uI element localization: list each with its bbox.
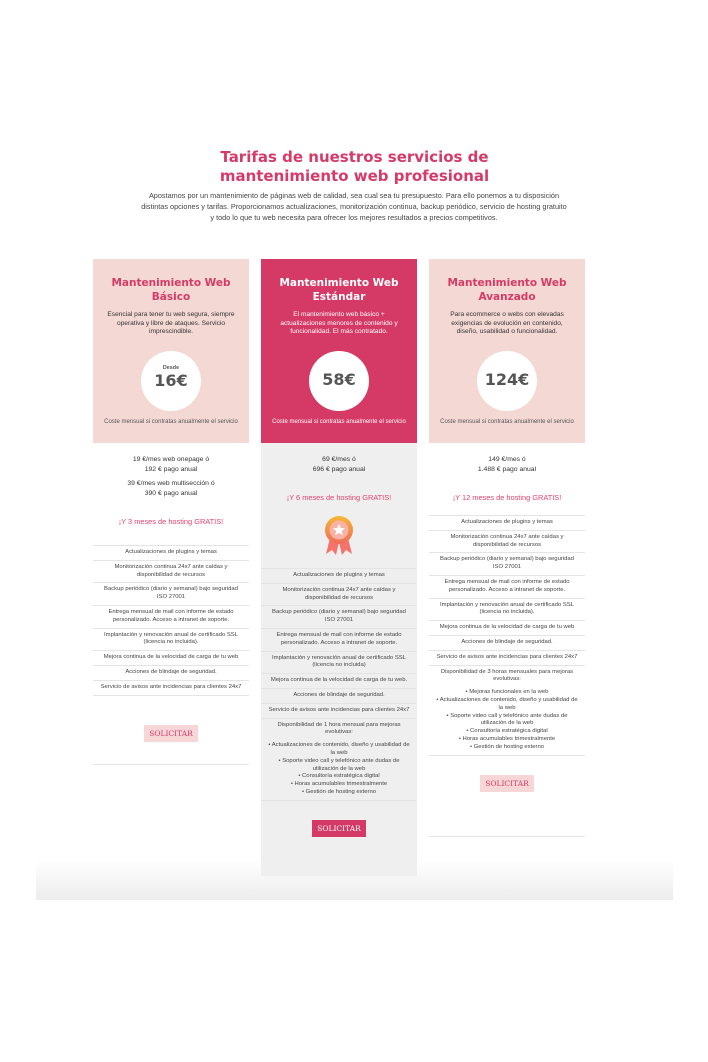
feature-item: Actualizaciones de plugins y temas xyxy=(429,515,585,530)
price-line: 390 € pago anual xyxy=(144,490,198,497)
price-value: 58€ xyxy=(322,370,356,389)
price-line: 696 € pago anual xyxy=(312,466,366,473)
evolutive-item: • Mejoras funcionales en la web xyxy=(465,689,549,696)
evolutive-item: • Consultoría estratégica digital xyxy=(466,728,548,735)
plan-description: Para ecommerce o webs con elevadas exigencias de evolución en contenido, diseño, usabilidad o funcionalidad. xyxy=(450,311,564,336)
hosting-offer: ¡Y 3 meses de hosting GRATIS! xyxy=(118,517,224,526)
plan-title xyxy=(267,276,411,304)
evolutive-item: • Gestión de hosting externo xyxy=(469,743,545,750)
price-line: 1.488 € pago anual xyxy=(477,466,537,473)
plan-body-basic xyxy=(93,455,249,742)
feature-item: Monitorización continua 24x7 ante caídas y disponibilidad de recursos xyxy=(429,530,585,553)
price-note: Coste mensual si contratas anualmente el servicio xyxy=(272,419,406,425)
feature-item: Servicio de avisos ante incidencias para clientes 24x7 xyxy=(93,680,249,695)
evolutive-item: • Gestión de hosting externo xyxy=(301,788,377,795)
award-ribbon-icon xyxy=(322,514,356,556)
plan-title-line-2: Estándar xyxy=(312,291,366,303)
hosting-offer: ¡Y 12 meses de hosting GRATIS! xyxy=(452,493,562,502)
feature-item: Implantación y renovación anual de certificado SSL (licencia no incluida). xyxy=(93,628,249,651)
feature-item-evolutive xyxy=(261,718,417,800)
solicitar-button[interactable]: SOLICITAR xyxy=(480,775,534,792)
feature-item: Mejora continua de la velocidad de carga de tu web. xyxy=(261,673,417,688)
price-line: 39 €/mes web multisección ó xyxy=(127,480,215,487)
plan-title-line-1: Mantenimiento Web xyxy=(111,277,231,289)
page-title-line-2: mantenimiento web profesional xyxy=(219,167,490,185)
feature-item: Implantación y renovación anual de certificado SSL (licencia no incluida) xyxy=(261,651,417,674)
feature-item: Backup periódico (diario y semanal) bajo seguridad ISO 27001 xyxy=(429,552,585,575)
price-details xyxy=(261,455,417,475)
feature-item: Servicio de avisos ante incidencias para clientes 24x7 xyxy=(429,650,585,665)
feature-item-evolutive xyxy=(429,665,585,755)
price-details xyxy=(429,455,585,475)
feature-item: Acciones de blindaje de seguridad. xyxy=(261,688,417,703)
plan-header-basic xyxy=(93,259,249,443)
button-wrap xyxy=(429,773,585,792)
page-title xyxy=(36,148,673,186)
plan-title xyxy=(99,276,243,304)
price-line: 69 €/mes ó xyxy=(322,456,356,463)
plan-body-advanced xyxy=(429,455,585,792)
feature-item: Actualizaciones de plugins y temas xyxy=(261,568,417,583)
feature-item: Entrega mensual de mail con informe de estado personalizado. Acceso a intranet de soporte. xyxy=(93,605,249,628)
solicitar-button[interactable]: SOLICITAR xyxy=(312,820,366,837)
price-line: 149 €/mes ó xyxy=(488,456,526,463)
button-wrap xyxy=(93,723,249,742)
feature-item-empty xyxy=(429,755,585,767)
feature-item: Monitorización continua 24x7 ante caídas y disponibilidad de recursos xyxy=(93,560,249,583)
evolutive-item: • Horas acumulables trimestralmente xyxy=(290,781,388,788)
evolutive-title: Disponibilidad de 1 hora mensual para mejoras evolutivas: xyxy=(277,721,401,736)
plan-title-line-2: Avanzado xyxy=(478,291,536,303)
feature-item: Backup periódico (diario y semanal) bajo seguridad ISO 27001 xyxy=(93,582,249,605)
plan-body-standard xyxy=(261,455,417,837)
plan-title xyxy=(435,276,579,304)
price-note: Coste mensual si contratas anualmente el servicio xyxy=(104,419,238,425)
solicitar-button[interactable]: SOLICITAR xyxy=(144,725,198,742)
button-wrap xyxy=(261,818,417,837)
plan-header-advanced xyxy=(429,259,585,443)
price-line: 192 € pago anual xyxy=(144,466,198,473)
price-value: 124€ xyxy=(484,370,530,389)
plan-card-advanced xyxy=(429,259,585,837)
feature-item-empty xyxy=(93,695,249,713)
plan-description: Esencial para tener tu web segura, siempre operativa y libre de ataques. Servicio imprescindible. xyxy=(107,311,235,336)
feature-list xyxy=(93,545,249,713)
page-title-line-1: Tarifas de nuestros servicios de xyxy=(220,148,489,166)
evolutive-item: • Soporte video call y telefónico ante dudas de utilización de la web xyxy=(278,757,400,772)
evolutive-item: • Horas acumulables trimestralmente xyxy=(458,735,556,742)
price-line: 19 €/mes web onepage ó xyxy=(132,456,210,463)
plan-description: El mantenimiento web básico + actualizaciones menores de contenido y funcionalidad. El más contratado. xyxy=(280,311,398,336)
plan-title-line-1: Mantenimiento Web xyxy=(279,277,399,289)
feature-item: Backup periódico (diario y semanal) bajo seguridad ISO 27001 xyxy=(261,605,417,628)
price-from-label: Desde xyxy=(162,365,180,371)
price-details xyxy=(93,455,249,499)
price-circle xyxy=(477,351,537,411)
evolutive-item: • Consultoría estratégica digital xyxy=(298,773,380,780)
price-note: Coste mensual si contratas anualmente el servicio xyxy=(440,419,574,425)
price-value: 16€ xyxy=(154,371,188,390)
evolutive-title: Disponibilidad de 3 horas mensuales para mejoras evolutivas: xyxy=(440,668,574,683)
plan-card-basic xyxy=(93,259,249,765)
price-circle xyxy=(309,351,369,411)
feature-item: Acciones de blindaje de seguridad. xyxy=(429,635,585,650)
price-circle xyxy=(141,351,201,411)
feature-item: Entrega mensual de mail con informe de estado personalizado. Acceso a intranet de soporte. xyxy=(261,628,417,651)
feature-item: Entrega mensual de mail con informe de estado personalizado. Acceso a intranet de soporte. xyxy=(429,575,585,598)
feature-item: Actualizaciones de plugins y temas xyxy=(93,545,249,560)
evolutive-item: • Actualizaciones de contenido, diseño y usabilidad de la web xyxy=(436,696,578,711)
intro-text: Apostamos por un mantenimiento de páginas web de calidad, sea cual sea tu presupuesto. Para ello ponemos a tu disposición distintas opciones y tarifas. Proporcionamos actualizaciones, monitorización continua, backup periódico, servicio de hosting gratuito y todo lo que tu web necesita para ofrecer los mejores resultados a precios competitivos. xyxy=(141,191,567,222)
feature-item: Servicio de avisos ante incidencias para clientes 24x7 xyxy=(261,703,417,718)
feature-item-empty xyxy=(261,800,417,812)
evolutive-item: • Soporte video call y telefónico ante dudas de utilización de la web xyxy=(446,712,568,727)
feature-list xyxy=(261,568,417,812)
evolutive-item: • Actualizaciones de contenido, diseño y usabilidad de la web xyxy=(268,742,410,756)
plan-header-standard xyxy=(261,259,417,443)
feature-item: Monitorización continua 24x7 ante caídas y disponibilidad de recursos xyxy=(261,583,417,606)
feature-item: Implantación y renovación anual de certificado SSL (licencia no incluida). xyxy=(429,598,585,621)
plan-title-line-2: Básico xyxy=(151,291,191,303)
hosting-offer: ¡Y 6 meses de hosting GRATIS! xyxy=(286,493,392,502)
plan-card-standard xyxy=(261,259,417,876)
feature-item: Mejora continua de la velocidad de carga de tu web xyxy=(93,650,249,665)
feature-item: Acciones de blindaje de seguridad. xyxy=(93,665,249,680)
plan-title-line-1: Mantenimiento Web xyxy=(447,277,567,289)
feature-item: Mejora continua de la velocidad de carga de tu web xyxy=(429,620,585,635)
feature-list xyxy=(429,515,585,767)
